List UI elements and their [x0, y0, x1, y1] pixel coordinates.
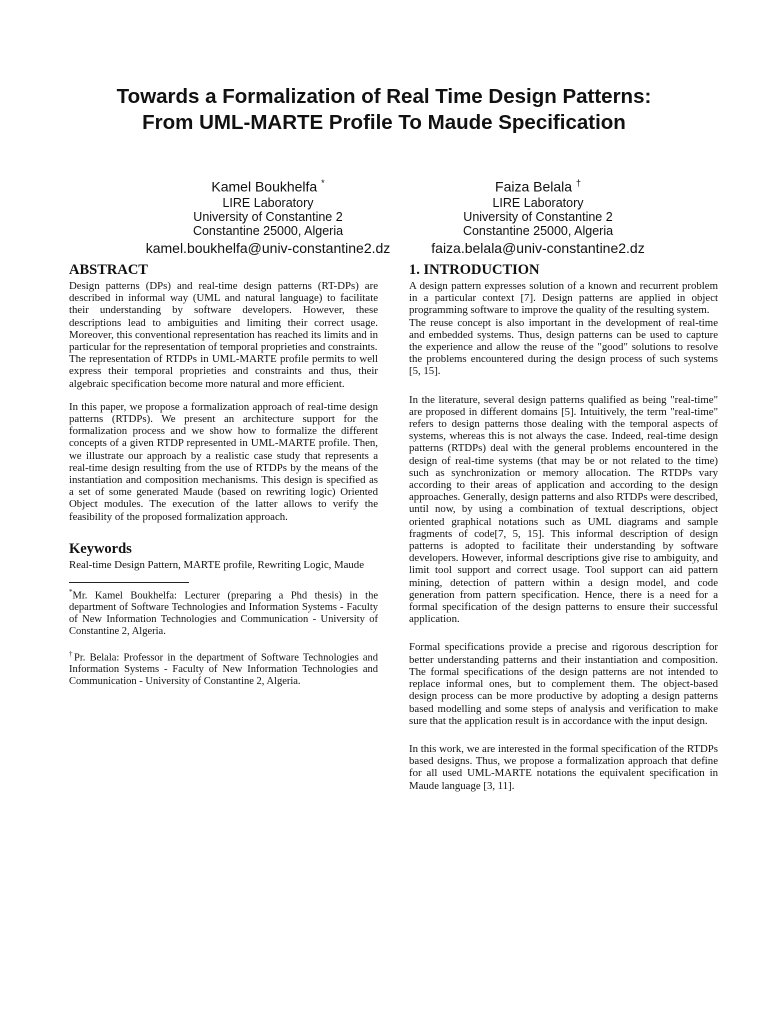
intro-paragraph: A design pattern expresses solution of a known and recurrent problem in a particular context [7]. Design patterns are applied in object programming software to improve the quality of the resulting system. — [409, 280, 718, 317]
abstract-paragraph: The representation of RTDPs in UML-MARTE profile permits to well express their temporal proprieties and constraints and thus, their algebraic specification become more natural and more efficient. — [69, 353, 378, 390]
keywords-heading: Keywords — [69, 540, 132, 557]
author-university: University of Constantine 2 — [193, 210, 343, 225]
title-line-2: From UML-MARTE Profile To Maude Specification — [142, 111, 626, 134]
footnote-mark: * — [321, 178, 325, 188]
author-address: Constantine 25000, Algeria — [462, 224, 614, 239]
author-name: Kamel Boukhelfa * — [211, 178, 325, 195]
title-line-1: Towards a Formalization of Real Time Design Patterns: — [116, 85, 652, 108]
author-lab: LIRE Laboratory — [222, 195, 314, 210]
keywords-text: Real-time Design Pattern, MARTE profile, Rewriting Logic, Maude — [69, 558, 365, 571]
intro-paragraph: In this work, we are interested in the formal specification of the RTDPs based designs. Thus, we propose a formalization approach that define for all used UML-MARTE notations the equivalent specification in Maude language [3, 11]. — [409, 742, 718, 792]
abstract-paragraph: In this paper, we propose a formalization approach of real-time design patterns (RTDPs). We present an architecture support for the formalization process and we show how to formalize the different concepts of a given RTDP represented in UML-MARTE profile. Then, we illustrate our approach by a realistic case study that represents a real-time design resulting from the use of RTDPs by the means of the instantiation and composition mechanisms. This design is specified as a set of some generated Maude (based on rewriting logic) Oriented Object modules. The execution of the latter allows to verify the feasibility of the proposed formalization approach. — [69, 400, 378, 523]
footnote-mark: † — [575, 178, 581, 188]
footnote: *Mr. Kamel Boukhelfa: Lecturer (preparing a Phd thesis) in the department of Software Technologies and Information Systems - Faculty of New Information Technologies and Communication - University of Constantine 2, Algeria. — [69, 588, 378, 637]
author-university: University of Constantine 2 — [463, 210, 613, 225]
author-block-2 — [378, 174, 698, 257]
introduction-heading: 1. INTRODUCTION — [409, 262, 540, 278]
intro-paragraph: Formal specifications provide a precise and rigorous description for better understanding patterns and their instantiation and composition. The formal specifications of the design patterns are not intended to replace informal ones, but to complement them. The object-based design process can be more productive by adopting a design patterns based modelling and some steps of analysis and verification to make sure that the application result is in accordance with the input design. — [409, 641, 718, 727]
abstract-paragraph: Design patterns (DPs) and real-time design patterns (RT-DPs) are described in informal way (UML and natural language) to facilitate their understanding by software developers. However, these descriptions lead to ambiguities and limiting their correct usage. Moreover, this conventional representation has reached its limits and in particular for the representation of temporal proprieties and constraints. — [69, 280, 378, 354]
intro-paragraph: In the literature, several design patterns qualified as being "real-time" are proposed in different domains [5]. Intuitively, the term "real-time" refers to design patterns those dealing with the temporal aspects of systems, whereas this is not always the case. Indeed, real-time design patterns (RTDPs) deal with the general problems encountered in the design of real-time systems (that may be or not related to the time) such as synchronization or memory allocation. The RTDPs vary according to their areas of application and according to the design approaches. Generally, design patterns and also RTDPs were described, until now, by using a combination of textual descriptions, object oriented graphical notations such as UML diagrams and sample fragments of code[7, 5, 15]. This informal description of design patterns is adopted to facilitate their understanding by software developers. However, informal descriptions give rise to ambiguity, and limit tool support and correct usage. Tool support can aid pattern mining, detection of pattern within a design model, and code generation from pattern specification. Hence, there is a need for a formal specification of the design patterns to ensure their successful application. — [409, 393, 718, 626]
author-email: kamel.boukhelfa@univ-constantine2.dz — [145, 239, 391, 256]
author-email: faiza.belala@univ-constantine2.dz — [431, 239, 645, 256]
intro-paragraph: The reuse concept is also important in the development of real-time and embedded systems. Thus, design patterns can be used to capture the experience and allow the reuse of the "good" solutions to resolve the problems encountered during the design process of such systems [5, 15]. — [409, 316, 718, 378]
author-name: Faiza Belala † — [495, 178, 581, 195]
paper-title — [40, 84, 728, 136]
author-address: Constantine 25000, Algeria — [192, 224, 344, 239]
right-column — [409, 262, 718, 803]
left-column — [69, 262, 378, 699]
footnote: †Pr. Belala: Professor in the department of Software Technologies and Information Systems - Faculty of New Information Technologies and Communication - University of Constantine 2, Algeria. — [69, 649, 378, 687]
author-lab: LIRE Laboratory — [492, 195, 584, 210]
footnote-rule — [69, 582, 189, 583]
abstract-heading: ABSTRACT — [69, 262, 148, 278]
